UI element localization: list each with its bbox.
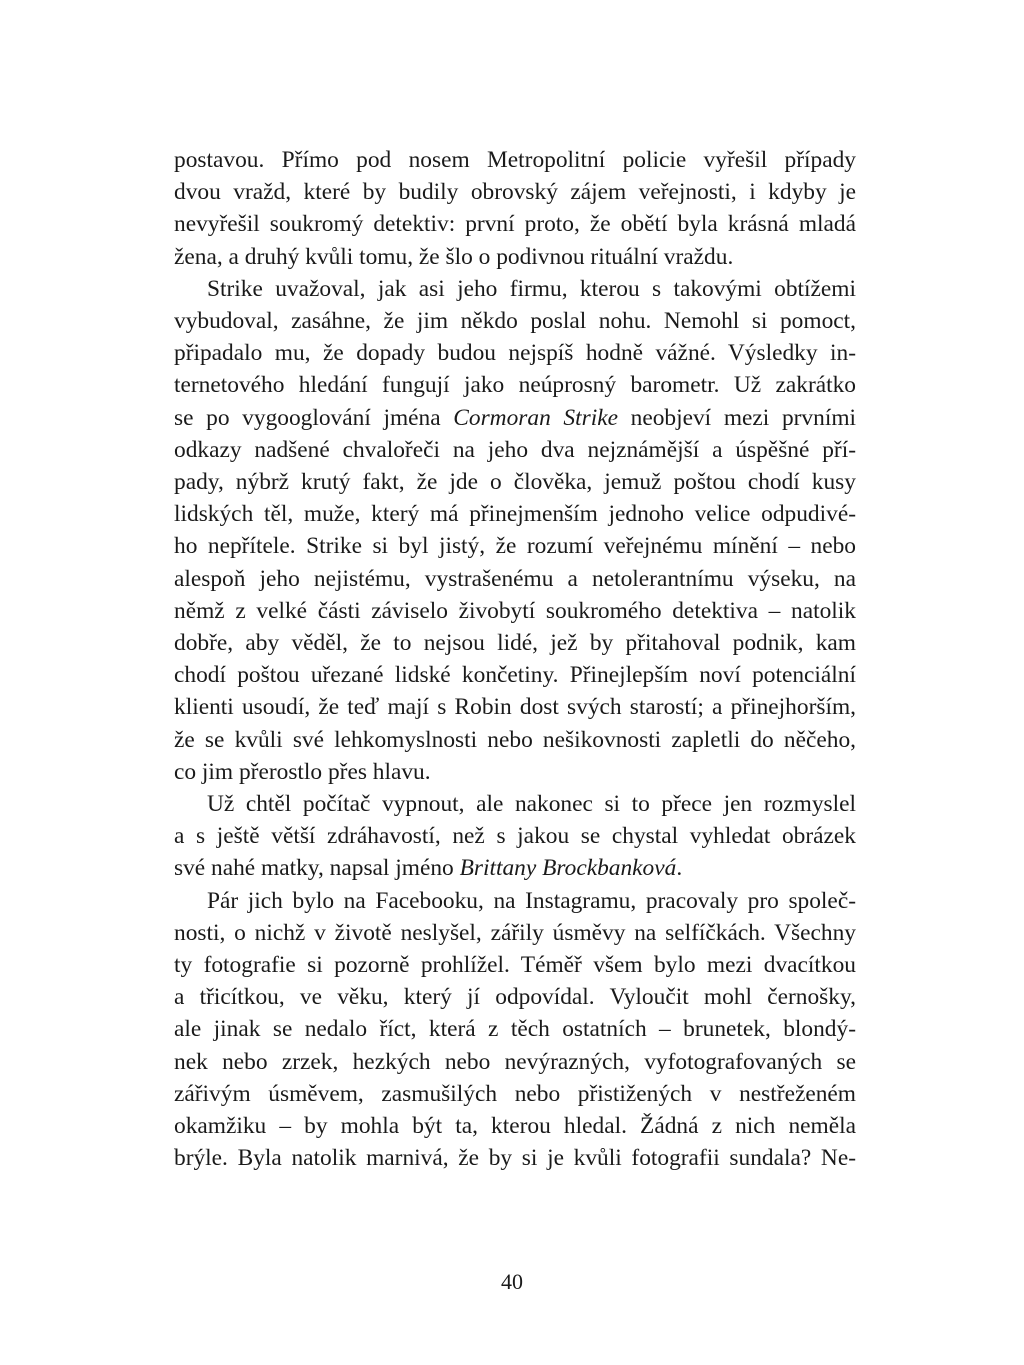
text-line: dobře, aby věděl, že to nejsou lidé, jež by přitahoval podnik, kam (174, 630, 856, 657)
text-line: a třicítkou, ve věku, který jí odpovídal. Vyloučit mohl černošky, (174, 984, 856, 1011)
text-line: ty fotografie si pozorně prohlížel. Téměř všem bylo mezi dvacítkou (174, 952, 856, 979)
italic-name: Brittany Brockbanková (459, 855, 677, 882)
text-line: zářivým úsměvem, zasmušilých nebo přistižených v nestřeženém (174, 1080, 856, 1107)
text-line: ternetového hledání fungují jako neúprosný barometr. Už zakrátko (174, 372, 856, 399)
text-line: své nahé matky, napsal jméno Brittany Brockbanková. (174, 855, 683, 882)
paragraph (174, 788, 856, 885)
text-line: alespoň jeho nejistému, vystrašenému a netolerantnímu výseku, na (174, 565, 856, 592)
text-line: Pár jich bylo na Facebooku, na Instagramu, pracovaly pro společ- (207, 887, 856, 914)
page-number: 40 (501, 1269, 523, 1294)
text-line: se po vygooglování jména Cormoran Strike neobjeví mezi prvními (174, 404, 857, 431)
body-text (174, 144, 856, 1175)
italic-name: Cormoran Strike (453, 404, 618, 431)
text-line: brýle. Byla natolik marnivá, že by si je kvůli fotografii sundala? Ne- (174, 1145, 856, 1172)
text-line: lidských těl, muže, který má přinejmenším jednoho velice odpudivé- (174, 501, 856, 528)
text-line: němž z velké části záviselo živobytí soukromého detektiva – natolik (174, 597, 856, 624)
text-line: okamžiku – by mohla být ta, kterou hledal. Žádná z nich neměla (174, 1113, 856, 1140)
text-line: klienti usoudí, že teď mají s Robin dost svých starostí; a přinejhorším, (174, 694, 856, 721)
text-line: vybudoval, zasáhne, že jim někdo poslal nohu. Nemohl si pomoct, (174, 308, 856, 335)
text-line: žena, a druhý kvůli tomu, že šlo o podivnou rituální vraždu. (174, 243, 734, 270)
text-line: nosti, o nichž v životě neslyšel, zářily úsměvy na selfíčkách. Všechny (174, 919, 856, 946)
text-line: a s ještě větší zdráhavostí, než s jakou se chystal vyhledat obrázek (174, 823, 856, 850)
text-line: postavou. Přímo pod nosem Metropolitní policie vyřešil případy (174, 147, 856, 173)
text-line: že se kvůli své lehkomyslnosti nebo nešikovnosti zapletli do něčeho, (174, 726, 856, 753)
text-line: nevyřešil soukromý detektiv: první proto, že obětí byla krásná mladá (174, 211, 856, 238)
text-line: pady, nýbrž krutý fakt, že jde o člověka, jemuž poštou chodí kusy (174, 469, 856, 496)
text-line: co jim přerostlo přes hlavu. (174, 758, 431, 785)
text-line: nek nebo zrzek, hezkých nebo nevýrazných, vyfotografovaných se (174, 1048, 856, 1075)
text-line: Strike uvažoval, jak asi jeho firmu, kterou s takovými obtížemi (207, 275, 856, 302)
text-line: dvou vražd, které by budily obrovský zájem veřejnosti, i kdyby je (174, 179, 856, 206)
paragraph (174, 144, 856, 273)
text-line: připadalo mu, že dopady budou nejspíš hodně vážné. Výsledky in- (174, 340, 856, 367)
text-line: ho nepřítele. Strike si byl jistý, že rozumí veřejnému mínění – nebo (174, 533, 856, 560)
text-line: odkazy nadšené chvalořeči na jeho dva nejznámější a úspěšné pří- (174, 436, 856, 463)
paragraph (174, 885, 856, 1175)
text-line: ale jinak se nedalo říct, která z těch ostatních – brunetek, blondý- (174, 1016, 856, 1043)
text-line: Už chtěl počítač vypnout, ale nakonec si to přece jen rozmyslel (207, 791, 856, 818)
paragraph (174, 273, 856, 788)
text-line: chodí poštou uřezané lidské končetiny. Přinejlepším noví potenciální (174, 662, 856, 689)
